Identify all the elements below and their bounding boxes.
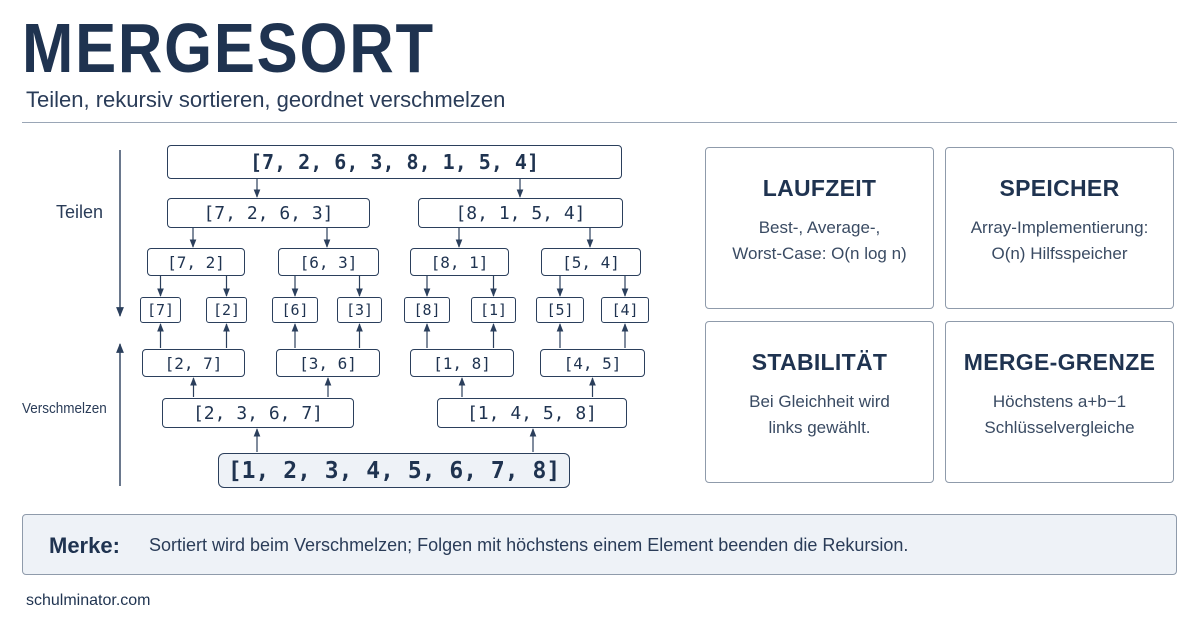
card-stabilitaet <box>705 321 934 483</box>
merge-node: [4, 5] <box>540 349 645 377</box>
merge-node: [3, 6] <box>276 349 380 377</box>
merge-node: [1, 2, 3, 4, 5, 6, 7, 8] <box>218 453 570 488</box>
card-laufzeit <box>705 147 934 309</box>
phase-label-merge: Verschmelzen <box>22 400 107 417</box>
remember-box <box>22 514 1177 575</box>
split-node: [5, 4] <box>541 248 641 276</box>
card-title: STABILITÄT <box>751 349 888 375</box>
card-title: MERGE-GRENZE <box>963 349 1156 375</box>
card-line: O(n) Hilfsspeicher <box>991 244 1128 263</box>
card-line: Worst-Case: O(n log n) <box>732 244 907 263</box>
merge-node: [1, 4, 5, 8] <box>437 398 627 428</box>
split-node: [8, 1] <box>410 248 509 276</box>
split-node: [5] <box>536 297 584 323</box>
card-line: Bei Gleichheit wird <box>749 392 890 411</box>
split-node: [6, 3] <box>278 248 379 276</box>
split-node: [2] <box>206 297 247 323</box>
split-node: [6] <box>272 297 318 323</box>
split-node: [1] <box>471 297 516 323</box>
card-text <box>946 389 1173 441</box>
card-speicher <box>945 147 1174 309</box>
card-text <box>946 215 1173 267</box>
split-node: [7, 2, 6, 3, 8, 1, 5, 4] <box>167 145 622 179</box>
split-node: [7, 2] <box>147 248 245 276</box>
card-line: Schlüsselvergleiche <box>984 418 1135 437</box>
card-line: Höchstens a+b−1 <box>992 392 1127 411</box>
remember-label: Merke: <box>49 533 120 558</box>
split-node: [7] <box>140 297 181 323</box>
card-title: SPEICHER <box>999 175 1120 201</box>
card-text <box>706 389 933 441</box>
card-line: Best-, Average-, <box>758 218 881 237</box>
card-title: LAUFZEIT <box>762 175 877 201</box>
split-node: [4] <box>601 297 649 323</box>
split-node: [7, 2, 6, 3] <box>167 198 370 228</box>
page-title: MERGESORT <box>22 9 435 87</box>
merge-node: [2, 7] <box>142 349 245 377</box>
card-line: links gewählt. <box>768 418 871 437</box>
page-subtitle: Teilen, rekursiv sortieren, geordnet verschmelzen <box>26 87 506 112</box>
merge-node: [1, 8] <box>410 349 514 377</box>
phase-label-split: Teilen <box>56 202 104 222</box>
card-merge-grenze <box>945 321 1174 483</box>
card-text <box>706 215 933 267</box>
split-node: [3] <box>337 297 382 323</box>
card-line: Array-Implementierung: <box>970 218 1149 237</box>
split-node: [8] <box>404 297 450 323</box>
remember-text: Sortiert wird beim Verschmelzen; Folgen mit höchstens einem Element beenden die Rekursion. <box>149 535 909 555</box>
footer-site: schulminator.com <box>26 592 151 609</box>
split-node: [8, 1, 5, 4] <box>418 198 623 228</box>
merge-node: [2, 3, 6, 7] <box>162 398 354 428</box>
